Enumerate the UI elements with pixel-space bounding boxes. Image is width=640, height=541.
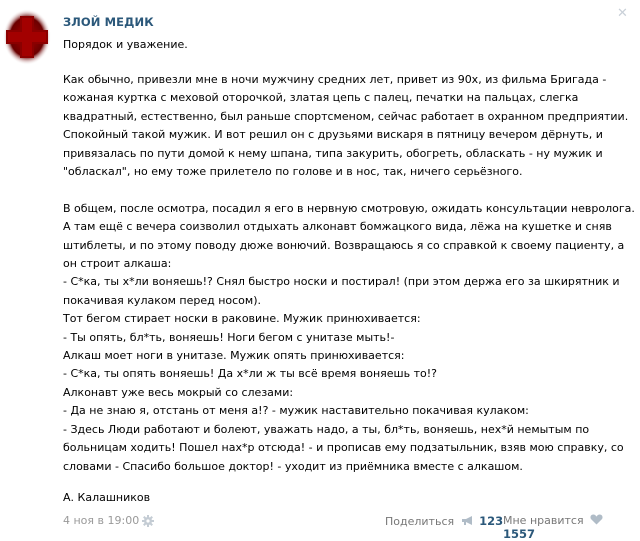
post-footer xyxy=(63,514,630,541)
post-paragraph: Тот бегом стирает носки в раковине. Мужик принюхивается: xyxy=(63,312,421,326)
post-paragraph: Алкаш моет ноги в унитазе. Мужик опять принюхивается: xyxy=(63,349,405,363)
heart-icon xyxy=(590,514,603,525)
close-icon[interactable]: ✕ xyxy=(617,6,628,21)
like-count: 1557 xyxy=(503,527,536,541)
gear-icon[interactable] xyxy=(142,515,154,527)
share-count: 123 xyxy=(479,514,504,528)
post-author[interactable]: ЗЛОЙ МЕДИК xyxy=(63,15,154,29)
post-paragraph: - Да не знаю я, отстань от меня а!? - мужик наставительно покачивая кулаком: xyxy=(63,404,529,418)
post-signature: А. Калашников xyxy=(63,491,151,504)
like-button[interactable] xyxy=(503,514,630,541)
post-paragraph: - Здесь Люди работают и болеют, уважать надо, а ты, бл*ть, воняешь, нех*й немытым по больницам ходить! Пошел нах*р отсюда! - и прописав ему подзатыльник, взяв мою справку, со словами - Спасибо большое доктор! - уходит из приёмника вместе с алкашом. xyxy=(63,422,624,473)
post-paragraph: Алконавт уже весь мокрый со слезами: xyxy=(63,385,294,399)
post-paragraph: Как обычно, привезли мне в ночи мужчину средних лет, привет из 90х, из фильма Бригада - кожаная куртка с меховой оторочкой, златая цепь с палец, печатки на пальцах, слегка квадратный, естественно, был раньше спортсменом, сейчас работает в охранном предприятии. Спокойный такой мужик. И вот решил он с друзьями вискаря в пятницу вечером дёрнуть, и привязалась по пути домой к нему шпана, типа закурить, обогреть, обласкать - ну мужик и "обласкал", но ему тоже прилетело по голове и в нос, так, ничего серьёзного. xyxy=(63,73,629,179)
paragraph-gap xyxy=(63,181,638,199)
megaphone-icon xyxy=(461,515,475,526)
post-paragraph: - С*ка, ты опять воняешь! Да х*ли ж ты всё время воняешь то!? xyxy=(63,367,437,381)
post-date[interactable]: 4 ноя в 19:00 xyxy=(63,514,140,527)
post-paragraph: В общем, после осмотра, посадил я его в нервную смотровую, ожидать консультации невролога. А там ещё с вечера соизволил отдыхать алконавт бомжацкого вида, лёжа на кушетке и сняв штиблеты, и по этому поводу дюже вонючий. Возвращаюсь я со справкой к своему пациенту, а он строит алкаша: xyxy=(63,201,635,271)
share-button[interactable] xyxy=(385,514,503,528)
post-paragraph: - С*ка, ты х*ли воняешь!? Снял быстро носки и постирал! (при этом держа его за шкирятник и покачивая кулаком перед носом). xyxy=(63,275,620,307)
post-subtitle: Порядок и уважение. xyxy=(63,38,188,51)
post-text xyxy=(63,71,638,476)
post-paragraph: - Ты опять, бл*ть, воняешь! Ноги бегом с унитазе мыть!- xyxy=(63,330,395,344)
like-label: Мне нравится xyxy=(503,514,584,527)
share-label: Поделиться xyxy=(385,515,455,528)
author-avatar[interactable] xyxy=(2,8,52,66)
